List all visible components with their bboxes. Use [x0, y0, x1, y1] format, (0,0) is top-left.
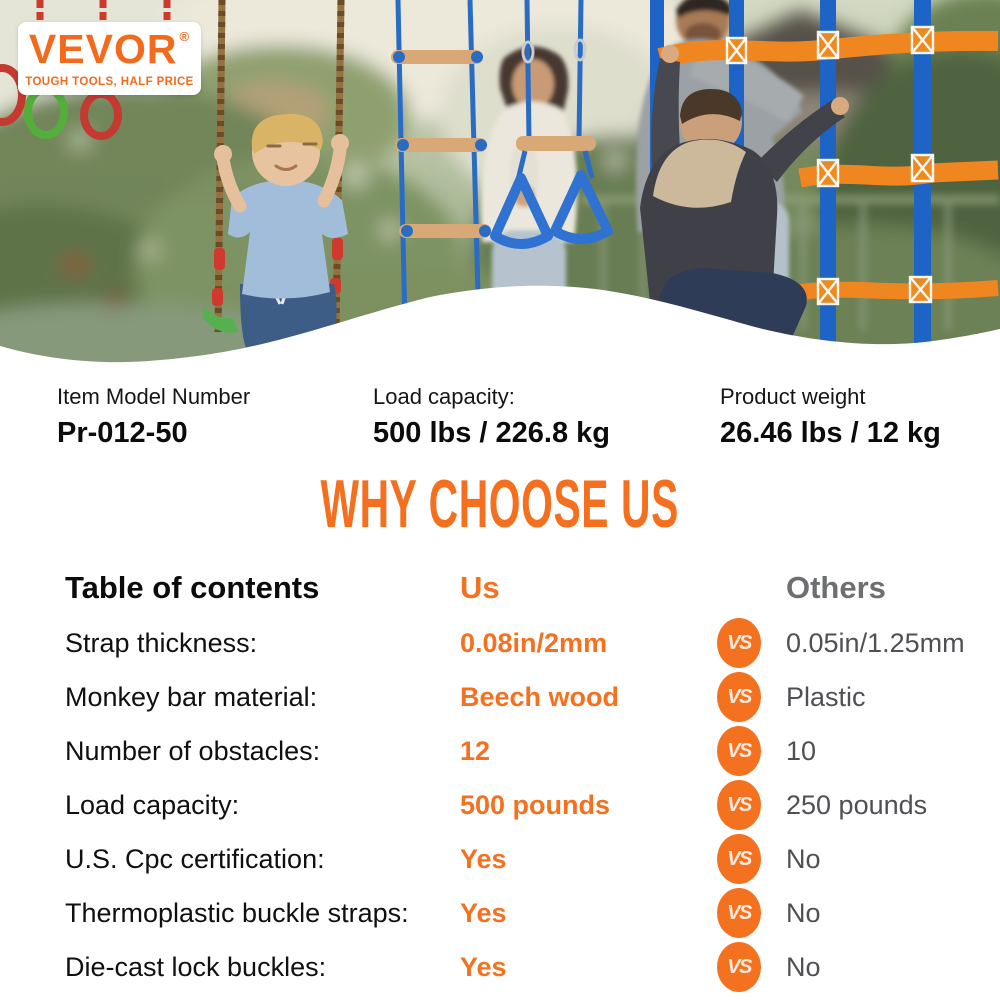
brand-tagline: TOUGH TOOLS, HALF PRICE	[25, 76, 194, 88]
others-value: No	[786, 897, 821, 928]
spec-summary	[0, 384, 1000, 464]
vevor-logo	[18, 22, 201, 95]
us-value: 0.08in/2mm	[460, 627, 608, 658]
others-value: 10	[786, 735, 817, 766]
spec-item-model	[57, 384, 250, 449]
spec-value: 500 lbs / 226.8 kg	[373, 417, 610, 449]
vs-badge-icon: VS	[717, 726, 761, 776]
col-header-others: Others	[786, 570, 886, 605]
others-value: Plastic	[786, 681, 866, 712]
row-label: Number of obstacles:	[65, 735, 321, 766]
row-label: Strap thickness:	[65, 627, 258, 658]
vs-badge-icon: VS	[717, 888, 761, 938]
us-value: Yes	[460, 843, 507, 874]
comparison-row	[0, 616, 1000, 670]
us-value: Yes	[460, 897, 507, 928]
vs-badge-icon: VS	[717, 834, 761, 884]
vs-badge-icon: VS	[717, 942, 761, 992]
spec-label: Load capacity:	[373, 384, 515, 409]
comparison-row	[0, 670, 1000, 724]
spec-load-capacity	[373, 384, 610, 449]
others-value: 250 pounds	[786, 789, 928, 820]
spec-value: Pr-012-50	[57, 417, 188, 449]
comparison-row	[0, 940, 1000, 994]
others-value: No	[786, 843, 821, 874]
hero-photo	[0, 0, 1000, 372]
others-value: 0.05in/1.25mm	[786, 627, 965, 658]
us-value: Yes	[460, 951, 507, 982]
row-label: U.S. Cpc certification:	[65, 843, 325, 874]
comparison-table	[0, 560, 1000, 994]
spec-label: Item Model Number	[57, 384, 251, 409]
comparison-row	[0, 724, 1000, 778]
row-label: Thermoplastic buckle straps:	[65, 897, 409, 928]
vevor-logo-wordmark	[28, 26, 191, 72]
comparison-header-row	[0, 560, 1000, 616]
comparison-row	[0, 886, 1000, 940]
spec-product-weight	[720, 384, 941, 449]
col-header-contents: Table of contents	[65, 570, 320, 605]
row-label: Load capacity:	[65, 789, 240, 820]
vs-badge-icon: VS	[717, 618, 761, 668]
others-value: No	[786, 951, 821, 982]
row-label: Die-cast lock buckles:	[65, 951, 327, 982]
brand-name: VEVOR	[28, 26, 178, 72]
us-value: 12	[460, 735, 491, 766]
comparison-row	[0, 778, 1000, 832]
col-header-us: Us	[460, 570, 500, 605]
comparison-row	[0, 832, 1000, 886]
spec-value: 26.46 lbs / 12 kg	[720, 417, 941, 449]
section-title-why-choose-us	[0, 466, 1000, 542]
us-value: 500 pounds	[460, 789, 611, 820]
vs-badge-icon: VS	[717, 780, 761, 830]
us-value: Beech wood	[460, 681, 620, 712]
section-title-text: WHY CHOOSE US	[320, 466, 680, 542]
registered-mark: ®	[179, 29, 191, 44]
row-label: Monkey bar material:	[65, 681, 318, 712]
spec-label: Product weight	[720, 384, 866, 409]
vs-badge-icon: VS	[717, 672, 761, 722]
